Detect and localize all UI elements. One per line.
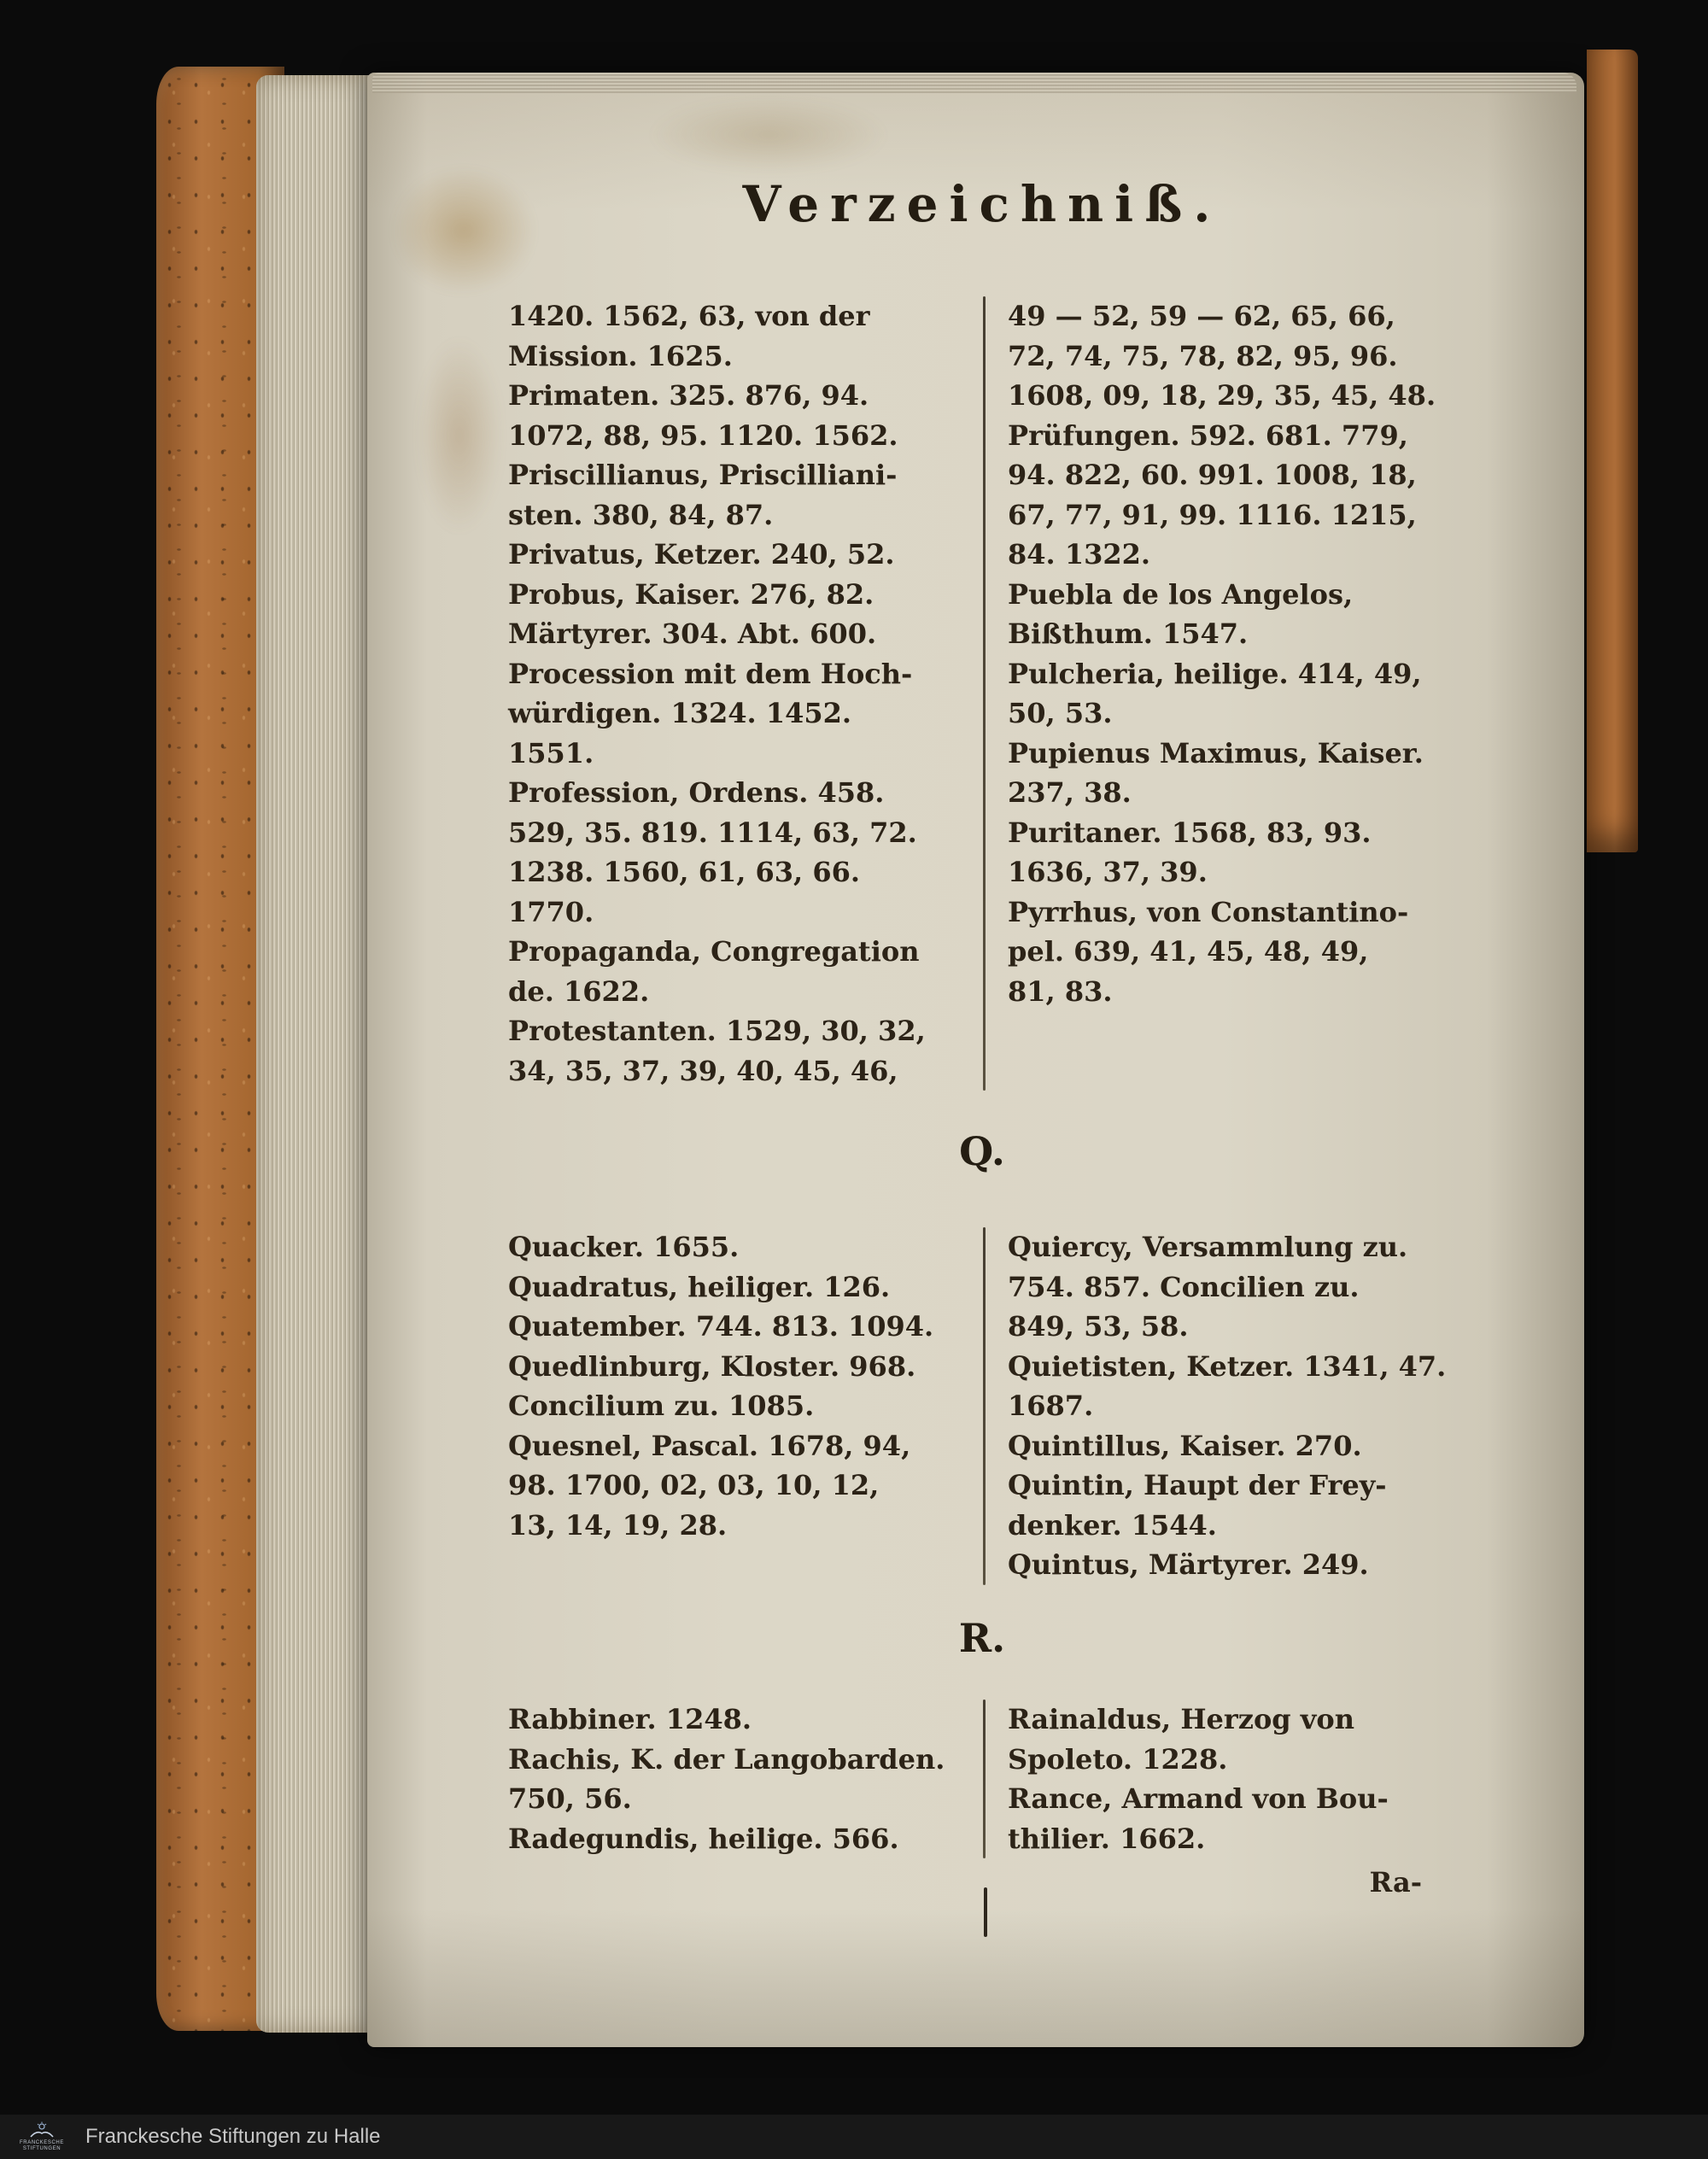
index-line: Profession, Ordens. 458. xyxy=(508,776,885,809)
left-column xyxy=(508,1227,978,1585)
page-stain xyxy=(649,97,888,173)
footer-bar xyxy=(0,2115,1708,2159)
index-line: Radegundis, heilige. 566. xyxy=(508,1822,899,1855)
index-line: Probus, Kaiser. 276, 82. xyxy=(508,577,874,611)
index-line: Privatus, Ketzer. 240, 52. xyxy=(508,538,895,570)
index-line: Quintillus, Kaiser. 270. xyxy=(1008,1429,1362,1462)
index-line: Spoleto. 1228. xyxy=(1008,1742,1228,1776)
index-line: 13, 14, 19, 28. xyxy=(508,1508,728,1542)
eagle-sun-icon xyxy=(29,2121,55,2139)
index-line: Pyrrhus, von Constantino- xyxy=(1008,895,1409,928)
index-line: 1770. xyxy=(508,895,594,928)
index-line: Quietisten, Ketzer. 1341, 47. xyxy=(1008,1349,1447,1383)
section-heading-q: Q. xyxy=(959,1128,1005,1174)
catchword: Ra- xyxy=(1369,1866,1422,1899)
adjacent-cover-edge xyxy=(1587,50,1638,852)
index-line: 1608, 09, 18, 29, 35, 45, 48. xyxy=(1008,379,1436,412)
index-line: 49 — 52, 59 — 62, 65, 66, xyxy=(1008,300,1395,332)
index-line: 1687. xyxy=(1008,1390,1094,1422)
section-r-columns xyxy=(508,1700,1456,1858)
index-line: Quacker. 1655. xyxy=(508,1231,740,1263)
index-line: 50, 53. xyxy=(1008,697,1113,729)
section-q-columns xyxy=(508,1227,1456,1585)
index-line: Pulcheria, heilige. 414, 49, xyxy=(1008,657,1422,690)
index-line: Bißthum. 1547. xyxy=(1008,617,1249,650)
index-line: 529, 35. 819. 1114, 63, 72. xyxy=(508,816,917,849)
index-line: sten. 380, 84, 87. xyxy=(508,498,774,531)
index-line: 237, 38. xyxy=(1008,776,1132,809)
index-line: 81, 83. xyxy=(1008,974,1113,1008)
index-line: thilier. 1662. xyxy=(1008,1822,1206,1855)
index-line: Quedlinburg, Kloster. 968. xyxy=(508,1349,916,1383)
franckesche-logo xyxy=(12,2121,72,2152)
left-column xyxy=(508,1700,978,1858)
index-line: würdigen. 1324. 1452. xyxy=(508,697,852,729)
index-line: 1072, 88, 95. 1120. 1562. xyxy=(508,418,898,452)
index-line: Propaganda, Congregation xyxy=(508,935,920,968)
index-line: 34, 35, 37, 39, 40, 45, 46, xyxy=(508,1054,898,1087)
footer-label: Franckesche Stiftungen zu Halle xyxy=(85,2125,381,2148)
index-line: pel. 639, 41, 45, 48, 49, xyxy=(1008,935,1369,968)
index-line: 754. 857. Concilien zu. xyxy=(1008,1270,1360,1303)
right-column xyxy=(986,1227,1456,1585)
index-line: Quintin, Haupt der Frey- xyxy=(1008,1469,1387,1501)
section-p-columns xyxy=(508,296,1456,1091)
index-line: Prüfungen. 592. 681. 779, xyxy=(1008,418,1408,452)
index-line: de. 1622. xyxy=(508,974,650,1008)
index-line: Priscillianus, Priscilliani- xyxy=(508,459,898,491)
index-line: denker. 1544. xyxy=(1008,1508,1217,1542)
index-line: 1238. 1560, 61, 63, 66. xyxy=(508,856,860,888)
index-line: Protestanten. 1529, 30, 32, xyxy=(508,1015,926,1047)
index-line: 72, 74, 75, 78, 82, 95, 96. xyxy=(1008,339,1398,372)
index-line: Puebla de los Angelos, xyxy=(1008,577,1354,611)
index-line: Puritaner. 1568, 83, 93. xyxy=(1008,816,1372,849)
right-column xyxy=(986,1700,1456,1858)
index-line: Rance, Armand von Bou- xyxy=(1008,1782,1389,1815)
right-column xyxy=(986,296,1456,1091)
index-line: Procession mit dem Hoch- xyxy=(508,657,913,690)
section-heading-r: R. xyxy=(958,1615,1006,1661)
index-line: 1551. xyxy=(508,736,594,769)
index-line: Quadratus, heiliger. 126. xyxy=(508,1270,891,1303)
index-line: 67, 77, 91, 99. 1116. 1215, xyxy=(1008,498,1417,531)
index-line: 1636, 37, 39. xyxy=(1008,856,1208,888)
page-title: Verzeichniß. xyxy=(742,175,1222,233)
index-line: 84. 1322. xyxy=(1008,538,1151,570)
index-line: Quintus, Märtyrer. 249. xyxy=(1008,1548,1369,1581)
index-line: 849, 53, 58. xyxy=(1008,1310,1189,1343)
index-line: Concilium zu. 1085. xyxy=(508,1390,815,1422)
index-line: Rachis, K. der Langobarden. xyxy=(508,1742,945,1776)
page-stain xyxy=(417,337,502,534)
index-line: Pupienus Maximus, Kaiser. xyxy=(1008,736,1424,769)
book-page xyxy=(367,73,1584,2047)
index-line: Quiercy, Versammlung zu. xyxy=(1008,1231,1408,1263)
index-line: 750, 56. xyxy=(508,1782,632,1815)
index-line: 1420. 1562, 63, von der xyxy=(508,300,870,332)
index-line: 98. 1700, 02, 03, 10, 12, xyxy=(508,1469,880,1501)
index-line: Mission. 1625. xyxy=(508,339,733,372)
index-line: Rainaldus, Herzog von xyxy=(1008,1703,1354,1735)
top-leaf-edges xyxy=(372,73,1576,93)
index-line: Märtyrer. 304. Abt. 600. xyxy=(508,617,877,650)
index-line: Quatember. 744. 813. 1094. xyxy=(508,1310,934,1343)
index-line: 94. 822, 60. 991. 1008, 18, xyxy=(1008,459,1417,491)
logo-caption: FRANCKESCHE STIFTUNGEN xyxy=(20,2139,64,2151)
left-column xyxy=(508,296,978,1091)
index-line: Rabbiner. 1248. xyxy=(508,1703,752,1735)
index-line: Primaten. 325. 876, 94. xyxy=(508,379,869,412)
index-line: Quesnel, Pascal. 1678, 94, xyxy=(508,1429,911,1462)
